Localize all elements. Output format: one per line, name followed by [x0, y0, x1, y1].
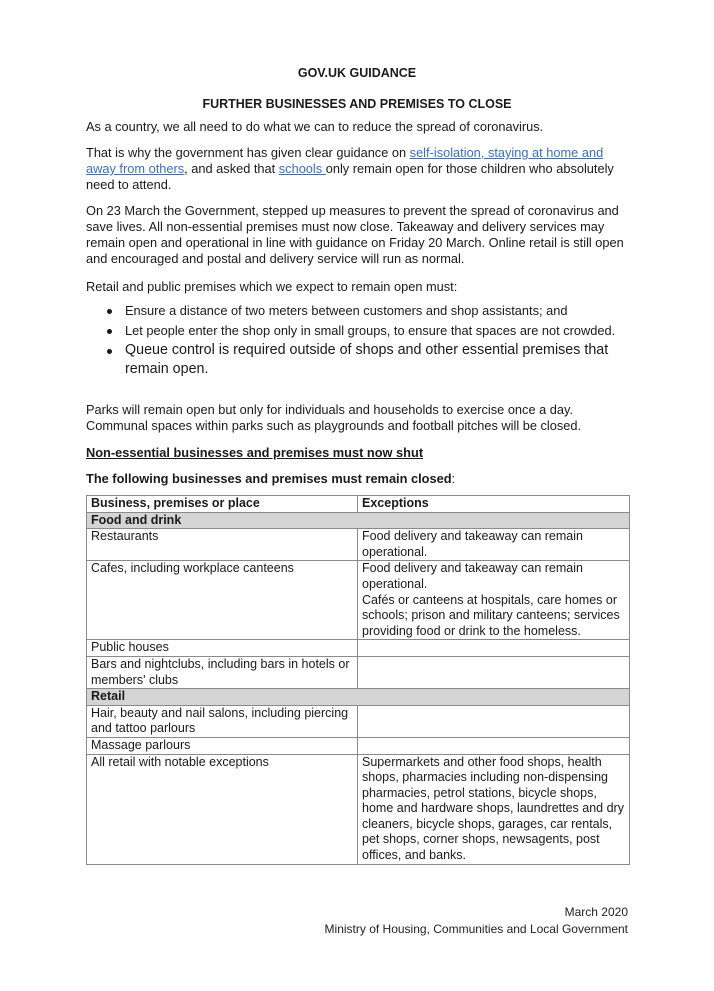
place-cell: Massage parlours [87, 737, 358, 754]
exceptions-cell [358, 705, 630, 737]
list-item-text: Let people enter the shop only in small groups, to ensure that spaces are not crowded. [125, 323, 616, 338]
place-cell: Hair, beauty and nail salons, including piercing and tattoo parlours [87, 705, 358, 737]
footer-department: Ministry of Housing, Communities and Local Government [324, 922, 628, 936]
table-row [87, 656, 630, 688]
exceptions-cell [358, 561, 630, 640]
exceptions-cell [358, 640, 630, 657]
list-item-text: Queue control is required outside of shops and other essential premises that remain open. [125, 342, 609, 377]
bullet-icon [107, 329, 112, 334]
table-header-row [87, 496, 630, 513]
table-row [87, 754, 630, 864]
exceptions-cell [358, 656, 630, 688]
place-cell: All retail with notable exceptions [87, 754, 358, 864]
exceptions-text: Cafés or canteens at hospitals, care homes or schools; prison and military canteens; services providing food or drink to the homeless. [362, 592, 620, 638]
document-title: FURTHER BUSINESSES AND PREMISES TO CLOSE [202, 97, 512, 111]
parks-paragraph: Parks will remain open but only for individuals and households to exercise once a day. Communal spaces within parks such as playgrounds and football pitches will be closed. [86, 402, 582, 433]
table-row [87, 705, 630, 737]
list-item [86, 323, 636, 339]
requirements-list [86, 303, 636, 379]
table-row [87, 737, 630, 754]
table-row [87, 561, 630, 640]
exceptions-cell: Food delivery and takeaway can remain operational. [358, 529, 630, 561]
link-separator: , [480, 145, 488, 160]
intro-paragraph: As a country, we all need to do what we can to reduce the spread of coronavirus. [86, 119, 544, 134]
footer-date: March 2020 [564, 905, 628, 919]
table-intro-colon: : [451, 471, 456, 486]
table-row [87, 529, 630, 561]
table-intro-text: The following businesses and premises must remain closed [86, 471, 452, 486]
paragraph-text: only remain open for those children who absolutely need to attend. [86, 161, 614, 192]
paragraph-text: , and asked that [184, 161, 279, 176]
list-item [86, 303, 636, 319]
bullet-icon [107, 309, 112, 314]
document-header: GOV.UK GUIDANCE [297, 66, 417, 80]
section-row-retail [87, 689, 630, 706]
table-intro [86, 471, 636, 487]
place-cell: Public houses [87, 640, 358, 657]
measures-paragraph: On 23 March the Government, stepped up measures to prevent the spread of coronavirus and save lives. All non-essential premises must now close. Takeaway and delivery services may remain open and operational in line with guidance on Friday 20 March. Online retail is still open and encouraged and postal and delivery service will run as normal. [86, 203, 624, 266]
section-subheading: Non-essential businesses and premises must now shut [86, 445, 424, 460]
exceptions-cell [358, 737, 630, 754]
section-label: Retail [87, 689, 630, 706]
paragraph-text: That is why the government has given clear guidance on [86, 145, 410, 160]
staying-at-home-link[interactable]: staying at home and away from others [86, 145, 604, 176]
column-header-exceptions: Exceptions [358, 496, 630, 513]
exceptions-text: Food delivery and takeaway can remain operational. [362, 561, 583, 591]
place-cell: Bars and nightclubs, including bars in hotels or members' clubs [87, 656, 358, 688]
place-cell: Restaurants [87, 529, 358, 561]
exceptions-cell: Supermarkets and other food shops, health shops, pharmacies including non-dispensing pharmacies, petrol stations, bicycle shops, home and hardware shops, laundrettes and dry cleaners, bicycle shops, garages, car rentals, pet shops, corner shops, newsagents, post offices, and banks. [358, 754, 630, 864]
table-row [87, 640, 630, 657]
list-item [86, 341, 636, 379]
list-item-text: Ensure a distance of two meters between customers and shop assistants; and [125, 303, 568, 318]
retail-intro-paragraph: Retail and public premises which we expect to remain open must: [86, 279, 458, 294]
footer [325, 904, 628, 938]
closures-table [86, 495, 630, 865]
bullet-icon [107, 349, 112, 354]
guidance-paragraph [86, 145, 636, 193]
self-isolation-link[interactable]: self-isolation [409, 145, 481, 160]
section-row-food-and-drink [87, 512, 630, 529]
section-label: Food and drink [87, 512, 630, 529]
column-header-place: Business, premises or place [87, 496, 358, 513]
place-cell: Cafes, including workplace canteens [87, 561, 358, 640]
schools-link[interactable]: schools [278, 161, 326, 176]
